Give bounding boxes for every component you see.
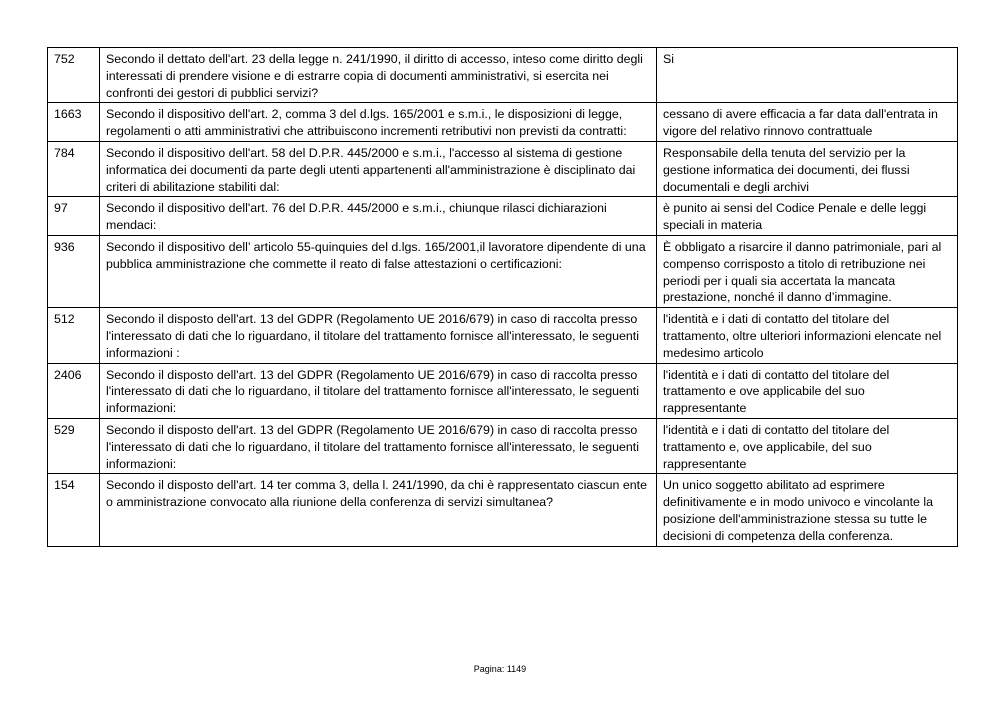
answer-text: l'identità e i dati di contatto del titolare del trattamento e, ove applicabile, del suo rappresentante: [657, 418, 958, 473]
page-number: Pagina: 1149: [473, 664, 527, 674]
table-row: [48, 235, 958, 307]
table-row: [48, 141, 958, 196]
table-row: [48, 48, 958, 103]
answer-text: Responsabile della tenuta del servizio per la gestione informatica dei documenti, dei flussi documentali e degli archivi: [657, 141, 958, 196]
question-text: Secondo il disposto dell'art. 13 del GDPR (Regolamento UE 2016/679) in caso di raccolta presso l'interessato di dati che lo riguardano, il titolare del trattamento fornisce all'interessato, le seguenti informazioni:: [100, 363, 657, 418]
question-id: 936: [48, 235, 100, 307]
table-row: [48, 474, 958, 546]
question-id: 512: [48, 308, 100, 363]
answer-text: cessano di avere efficacia a far data dall'entrata in vigore del relativo rinnovo contrattuale: [657, 103, 958, 142]
question-id: 154: [48, 474, 100, 546]
question-text: Secondo il dispositivo dell’ articolo 55-quinquies del d.lgs. 165/2001,il lavoratore dipendente di una pubblica amministrazione che commette il reato di false attestazioni o certificazioni:: [100, 235, 657, 307]
answer-text: è punito ai sensi del Codice Penale e delle leggi speciali in materia: [657, 197, 958, 236]
question-id: 1663: [48, 103, 100, 142]
table-row: [48, 418, 958, 473]
answer-text: È obbligato a risarcire il danno patrimoniale, pari al compenso corrisposto a titolo di retribuzione nei periodi per i quali sia accertata la mancata prestazione, nonché il danno d’immagine.: [657, 235, 958, 307]
questions-table: [47, 47, 958, 547]
question-id: 784: [48, 141, 100, 196]
questions-table-body: [48, 48, 958, 547]
table-row: [48, 103, 958, 142]
table-row: [48, 197, 958, 236]
question-id: 2406: [48, 363, 100, 418]
question-id: 752: [48, 48, 100, 103]
question-text: Secondo il dispositivo dell'art. 58 del D.P.R. 445/2000 e s.m.i., l'accesso al sistema di gestione informatica dei documenti da parte degli utenti appartenenti all'amministrazione è disciplinato dai criteri di abilitazione stabiliti dal:: [100, 141, 657, 196]
question-text: Secondo il dettato dell'art. 23 della legge n. 241/1990, il diritto di accesso, inteso come diritto degli interessati di prendere visione e di estrarre copia di documenti amministrativi, si esercita nei confronti dei gestori di pubblici servizi?: [100, 48, 657, 103]
question-id: 97: [48, 197, 100, 236]
answer-text: Si: [657, 48, 958, 103]
question-id: 529: [48, 418, 100, 473]
question-text: Secondo il dispositivo dell'art. 76 del D.P.R. 445/2000 e s.m.i., chiunque rilasci dichiarazioni mendaci:: [100, 197, 657, 236]
table-row: [48, 363, 958, 418]
question-text: Secondo il disposto dell'art. 14 ter comma 3, della l. 241/1990, da chi è rappresentato ciascun ente o amministrazione convocato alla riunione della conferenza di servizi simultanea?: [100, 474, 657, 546]
question-text: Secondo il disposto dell'art. 13 del GDPR (Regolamento UE 2016/679) in caso di raccolta presso l'interessato di dati che lo riguardano, il titolare del trattamento fornisce all'interessato, le seguenti informazioni :: [100, 308, 657, 363]
table-row: [48, 308, 958, 363]
question-text: Secondo il dispositivo dell'art. 2, comma 3 del d.lgs. 165/2001 e s.m.i., le disposizioni di legge, regolamenti o atti amministrativi che attribuiscono incrementi retributivi non previsti da contratti:: [100, 103, 657, 142]
answer-text: l'identità e i dati di contatto del titolare del trattamento, oltre ulteriori informazioni elencate nel medesimo articolo: [657, 308, 958, 363]
answer-text: Un unico soggetto abilitato ad esprimere definitivamente e in modo univoco e vincolante la posizione dell'amministrazione stessa su tutte le decisioni di competenza della conferenza.: [657, 474, 958, 546]
answer-text: l'identità e i dati di contatto del titolare del trattamento e ove applicabile del suo rappresentante: [657, 363, 958, 418]
question-text: Secondo il disposto dell'art. 13 del GDPR (Regolamento UE 2016/679) in caso di raccolta presso l'interessato di dati che lo riguardano, il titolare del trattamento fornisce all'interessato, le seguenti informazioni:: [100, 418, 657, 473]
